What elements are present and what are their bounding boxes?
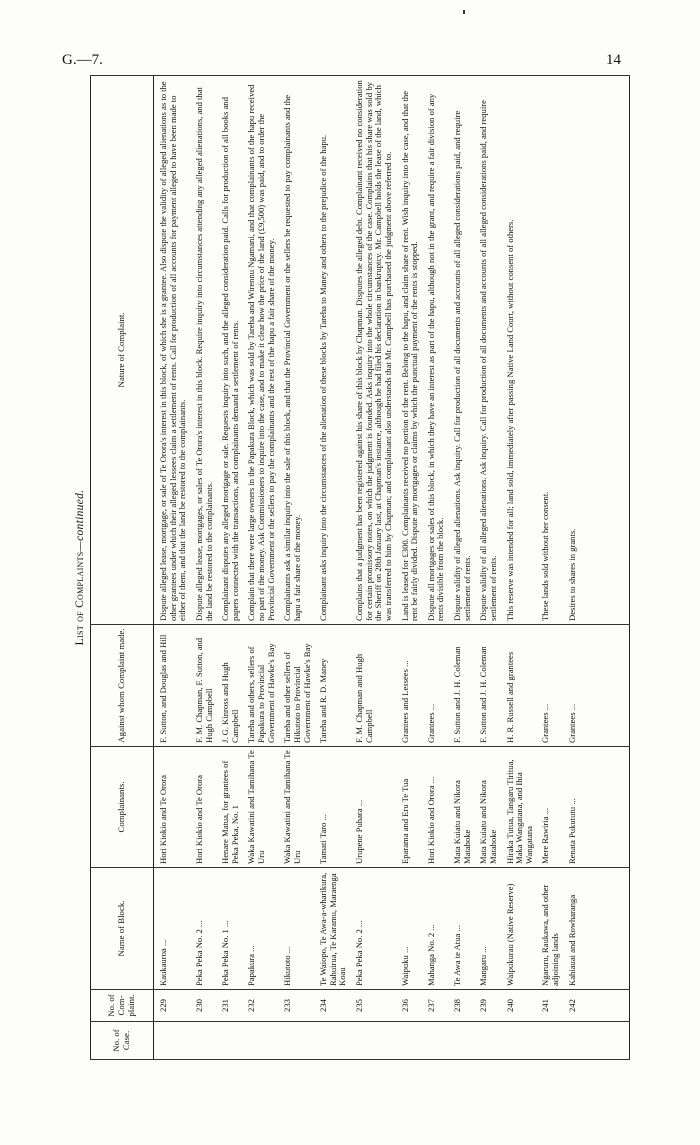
page-number: 14 — [606, 52, 621, 68]
complainants-cell: Renata Pukututu ... — [563, 747, 580, 868]
case-cell — [536, 1022, 562, 1060]
col-header-nature: Nature of Complaint. — [91, 76, 154, 625]
complaint-number-cell: 241 — [536, 990, 562, 1022]
against-cell: Tareha and others, sellers of Papakura to Provincial Government of Hawke's Bay — [242, 625, 278, 747]
case-cell — [154, 1022, 190, 1060]
block-name-cell: Peka Peka No. 1 ... — [216, 868, 242, 990]
table-row — [396, 76, 422, 1060]
against-cell: F. Sutton and J. H. Coleman — [474, 625, 500, 747]
nature-cell: Complainant disputes any alleged mortgage or sale. Requests inquiry into such, and the alleged consideration paid. Calls for production of all books and papers connected with the transactions, and complainants demand a settlement of rents. — [216, 76, 242, 625]
complaint-number-cell: 235 — [350, 990, 396, 1022]
table-row — [501, 76, 537, 1060]
table-row — [350, 76, 396, 1060]
against-cell: H. R. Russell and grantees — [501, 625, 537, 747]
complaint-number-cell: 240 — [501, 990, 537, 1022]
table-row — [422, 76, 448, 1060]
table-header-row — [91, 76, 154, 1060]
nature-cell: Dispute all mortgages or sales of this block, in which they have an interest as part of the hapu, although not in the grant, and require a fair division of any rents divisible from the block. — [422, 76, 448, 625]
caption-title: List of Complaints — [74, 551, 86, 646]
block-name-cell: Waipukurau (Native Reserve) — [501, 868, 537, 990]
against-cell: Tareha and R. D. Maney — [314, 625, 350, 747]
table-row — [154, 76, 190, 1060]
col-header-case: No. of Case. — [91, 1022, 154, 1060]
case-cell — [563, 1022, 580, 1060]
block-name-cell: Kahiauai and Rowharanga — [563, 868, 580, 990]
complainants-cell: Hori Kiokio and Te Orora — [190, 747, 216, 868]
complaint-number-cell: 236 — [396, 990, 422, 1022]
case-cell — [501, 1022, 537, 1060]
block-name-cell: Mahanga No. 2 ... — [422, 868, 448, 990]
complainants-cell: Waka Kawatini and Tamihana Te Uru — [278, 747, 314, 868]
nature-cell: These lands sold without her consent. — [536, 76, 562, 625]
against-cell: Grantees ... — [536, 625, 562, 747]
block-name-cell: Waipuku ... — [396, 868, 422, 990]
block-name-cell: Kaukauroa ... — [154, 868, 190, 990]
nature-cell: Dispute alleged lease, mortgage, or sale of Te Orora's interest in this block, of which she is a grantee. Also dispute the validity of alleged alienations as to the other grantees under which their alleged lessees claim a settlement of rents. Call for production of all accounts for payment alleged to have been made to either of them, and that the land be restored to the complainants. — [154, 76, 190, 625]
complaint-number-cell: 239 — [474, 990, 500, 1022]
table-row — [448, 76, 474, 1060]
nature-cell: Dispute validity of alleged alienations. Ask inquiry. Call for production of all documents and accounts of all alleged considerations paid, and require settlement of rents. — [448, 76, 474, 625]
complaint-number-cell: 234 — [314, 990, 350, 1022]
complainants-cell: Mata Kuiatu and Nikora Matahoke — [474, 747, 500, 868]
case-cell — [474, 1022, 500, 1060]
table-row — [536, 76, 562, 1060]
complainants-cell: Hori Kiokio and Orora ... — [422, 747, 448, 868]
case-cell — [314, 1022, 350, 1060]
complainants-cell: Hori Kiokio and Te Orora — [154, 747, 190, 868]
table-row — [242, 76, 278, 1060]
complaint-number-cell: 230 — [190, 990, 216, 1022]
col-header-block: Name of Block. — [91, 868, 154, 990]
table-row — [314, 76, 350, 1060]
block-name-cell: Ngaruru, Raukawa, and other adjoining lands — [536, 868, 562, 990]
against-cell: F. M. Chapman and Hugh Campbell — [350, 625, 396, 747]
complainants-cell: Mere Rawiria ... — [536, 747, 562, 868]
col-header-against: Against whom Complaint made. — [91, 625, 154, 747]
table-row — [474, 76, 500, 1060]
nature-cell: Land is leased for £300. Complainants received no portion of the rent. Belong to the hapu, and claim share of rent. Wish inquiry into the case, and that the rent be fairly divided. Dispute any mortgages or claims by which the punctual payment of the rents is stopped. — [396, 76, 422, 625]
table-filler-row — [579, 76, 629, 1060]
complaint-number-cell: 237 — [422, 990, 448, 1022]
case-cell — [448, 1022, 474, 1060]
against-cell: F. Sutton and J. H. Coleman — [448, 625, 474, 747]
block-name-cell: Mangaru ... — [474, 868, 500, 990]
nature-cell: Dispute alleged lease, mortgages, or sales of Te Orora's interest in this block. Require inquiry into circumstances attending any alleged alienations, and that the land be restored to the complainants. — [190, 76, 216, 625]
table-row — [216, 76, 242, 1060]
col-header-complaint: No. of Com-plaint. — [91, 990, 154, 1022]
table-caption — [70, 75, 90, 1060]
block-name-cell: Te Waiopo, Te Awa-a-wharikura, Rahuirua, Te Karamu, Maraenga Koau — [314, 868, 350, 990]
table-row — [563, 76, 580, 1060]
block-name-cell: Hikutoto ... — [278, 868, 314, 990]
complainants-cell: Tamati Taro ... — [314, 747, 350, 868]
case-cell — [396, 1022, 422, 1060]
table-row — [190, 76, 216, 1060]
complainants-cell: Eparama and Eru Te Tua — [396, 747, 422, 868]
nature-cell: This reserve was intended for all; land sold, immediately after passing Native Land Court, without consent of others. — [501, 76, 537, 625]
table-row — [278, 76, 314, 1060]
block-name-cell: Peka Peka No. 2 ... — [190, 868, 216, 990]
case-cell — [422, 1022, 448, 1060]
block-name-cell: Papakura ... — [242, 868, 278, 990]
complainants-cell: Mata Kuiatu and Nikora Matahoke — [448, 747, 474, 868]
against-cell: F. M. Chapman, F. Sutton, and Hugh Campbell — [190, 625, 216, 747]
complaints-table — [90, 75, 630, 1060]
nature-cell: Complain that there were large owners in the Papakura Block, which was sold by Tareha and Wirennu Ngamani, and that complainants of the hapu received no part of the money. Ask Commissioners to inquire into the case, and to make it clear how the price of the land (£9,500) was paid, and to order the Provincial Government or the sellers to pay the complainants and the rest of the hapu a fair share of the money. — [242, 76, 278, 625]
nature-cell: Dispute validity of all alleged alienations. Ask inquiry. Call for production of all documents and accounts of all alleged considerations paid, and require settlement of rents. — [474, 76, 500, 625]
nature-cell: Complains that a judgment has been registered against his share of this block by Chapman. Disputes the alleged debt. Complainant received no consideration for certain promissory notes, on which the judgment is founded. Asks inquiry into the whole circumstances of the case. Complains that his share was sold by the Sheriff on 28th January last, at Chapman's instance, although he had filed his declaration in bankruptcy. Mr. Campbell holds the lease of the land, which was transferred to him by Chapman; and complainant also understands that Mr. Campbell has purchased the judgment above referred to. — [350, 76, 396, 625]
nature-cell: Complainants ask a similar inquiry into the sale of this block, and that the Provincial Government or the sellers be requested to pay complainants and the hapu a fair share of the money. — [278, 76, 314, 625]
against-cell: J. G. Kinross and Hugh Campbell — [216, 625, 242, 747]
against-cell: Grantees ... — [422, 625, 448, 747]
block-name-cell: Peka Peka No. 2 ... — [350, 868, 396, 990]
nature-cell: Complainant asks inquiry into the circumstances of the alienation of these blocks by Tareha to Maney and others to the prejudice of the hapu. — [314, 76, 350, 625]
against-cell: F. Sutton, and Douglas and Hill — [154, 625, 190, 747]
nature-cell: Desires to shares in grants. — [563, 76, 580, 625]
complaint-number-cell: 238 — [448, 990, 474, 1022]
complainants-cell: Hiraka Tutua, Tangaru Tiritua, Maka Wangatana, and Ihia Wangatana — [501, 747, 537, 868]
complainants-cell: Henare Matua, for grantees of Peka Peka, No. 1 — [216, 747, 242, 868]
complaint-number-cell: 242 — [563, 990, 580, 1022]
col-header-complainants: Complainants. — [91, 747, 154, 868]
complaint-number-cell: 231 — [216, 990, 242, 1022]
caption-suffix: —continued. — [74, 489, 86, 552]
complainants-cell: Waka Kawatini and Tamihana Te Uru — [242, 747, 278, 868]
rotated-table-area — [70, 75, 630, 1060]
complaint-number-cell: 229 — [154, 990, 190, 1022]
complaint-number-cell: 232 — [242, 990, 278, 1022]
against-cell: Tareha and other sellers of Hikutoto to Provincial Government of Hawke's Bay — [278, 625, 314, 747]
page-section-label: G.—7. — [62, 52, 103, 68]
printer-mark — [463, 10, 465, 14]
complainants-cell: Urupene Puhara ... — [350, 747, 396, 868]
case-cell — [278, 1022, 314, 1060]
case-cell — [190, 1022, 216, 1060]
complaint-number-cell: 233 — [278, 990, 314, 1022]
case-cell — [350, 1022, 396, 1060]
case-cell — [242, 1022, 278, 1060]
block-name-cell: Te Awa te Atua ... — [448, 868, 474, 990]
against-cell: Grantees ... — [563, 625, 580, 747]
against-cell: Grantees and Lessees ... — [396, 625, 422, 747]
case-cell — [216, 1022, 242, 1060]
